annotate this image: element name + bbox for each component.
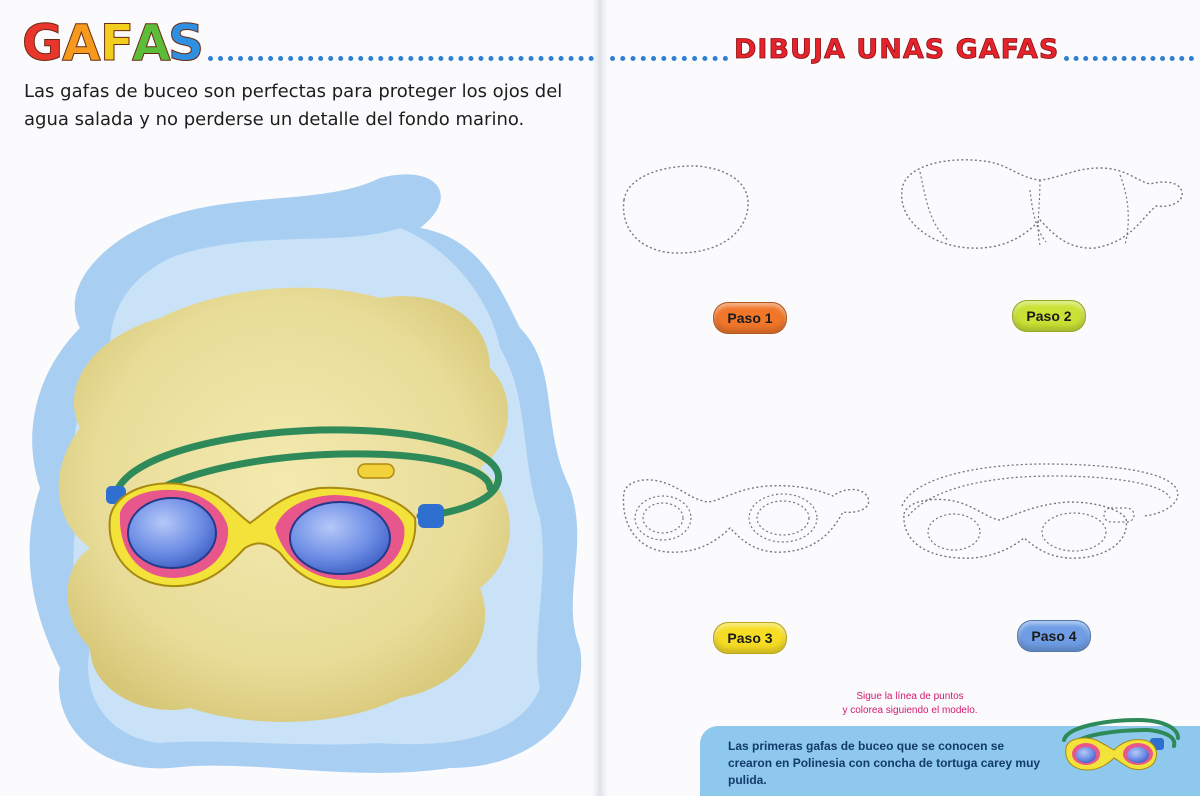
fact-text: Las primeras gafas de buceo que se conocen se crearon en Polinesia con concha de tortuga carey muy pulida. (728, 739, 1041, 787)
step-badge-3: Paso 3 (713, 622, 787, 654)
step1-drawing (616, 160, 756, 260)
lens-right (290, 502, 390, 574)
right-page (602, 0, 1200, 796)
book-gutter (592, 0, 608, 796)
step3-drawing (618, 470, 874, 560)
instructions-line-2: y colorea siguiendo el modelo. (842, 705, 978, 716)
step-badge-4: Paso 4 (1017, 620, 1091, 652)
lens-left (128, 498, 216, 568)
instructions-line-1: Sigue la línea de puntos (856, 691, 964, 702)
dotted-rule-right-a (610, 56, 728, 61)
goggles-illustration (20, 168, 590, 788)
step4-drawing (894, 456, 1184, 566)
title-letter-s: S (168, 14, 205, 72)
strap-buckle-right (418, 504, 444, 528)
step-badge-2: Paso 2 (1012, 300, 1086, 332)
title-letter-a: A (62, 14, 101, 72)
dotted-rule-left (208, 56, 594, 61)
instructions-text (800, 690, 1020, 718)
strap-clip (358, 464, 394, 478)
step2-drawing (890, 150, 1190, 260)
intro-text: Las gafas de buceo son perfectas para proteger los ojos del agua salada y no perderse un detalle del fondo marino. (24, 81, 563, 130)
title-letter-a2: A (132, 14, 171, 72)
step-badge-1: Paso 1 (713, 302, 787, 334)
heading-dibuja-unas-gafas: DIBUJA UNAS GAFAS (734, 34, 1060, 65)
small-goggles-icon (1058, 712, 1184, 774)
dotted-rule-right-b (1064, 56, 1194, 61)
title-letter-f: F (100, 14, 135, 72)
title-letter-g: G (22, 14, 64, 72)
